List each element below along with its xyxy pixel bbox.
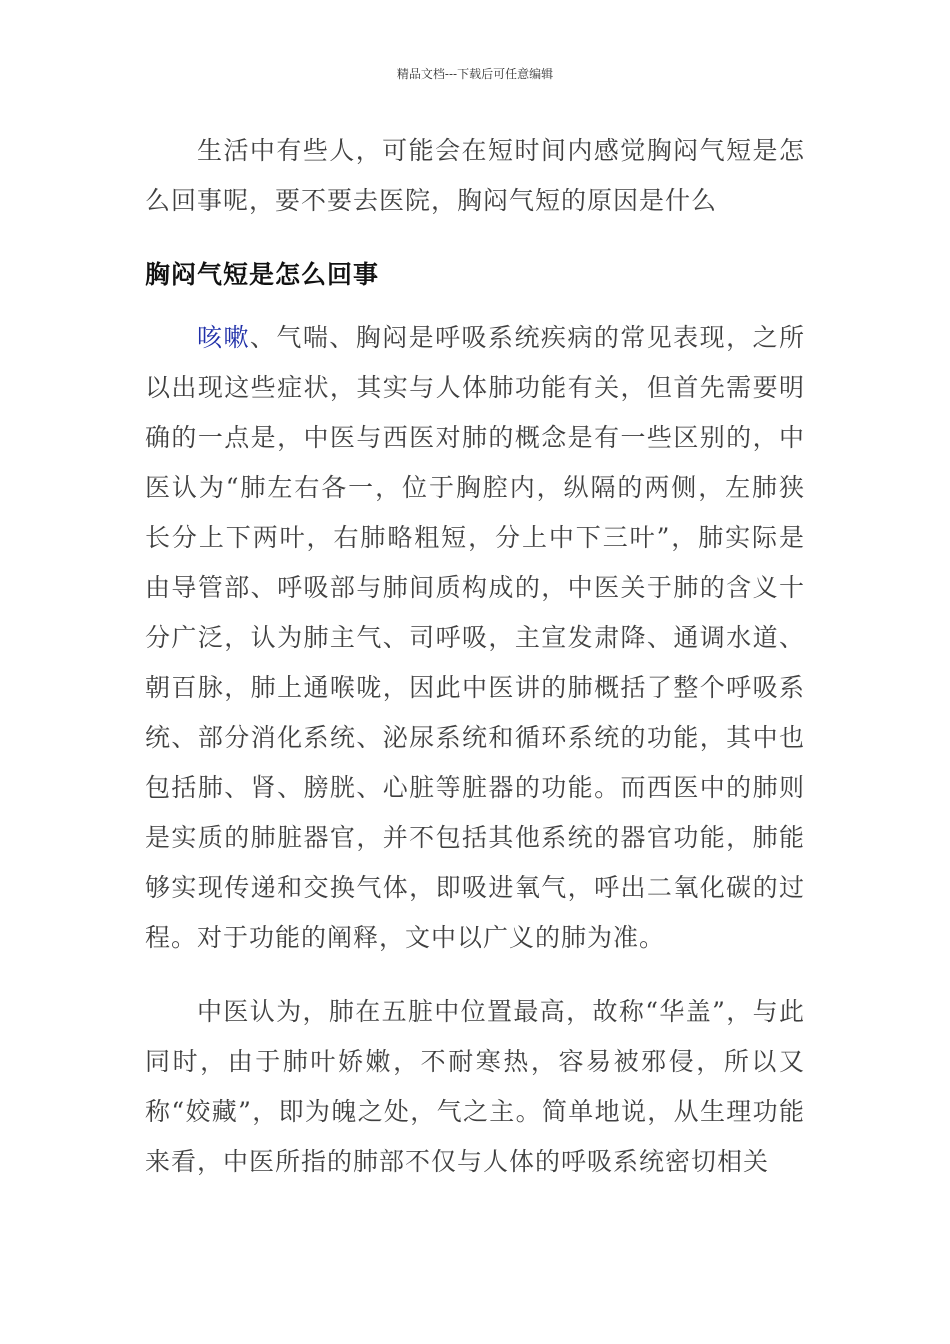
page-header-note: 精品文档---下载后可任意编辑 [396,67,554,81]
document-body [145,126,805,1187]
intro-paragraph: 生活中有些人，可能会在短时间内感觉胸闷气短是怎么回事呢，要不要去医院，胸闷气短的原因是什么 [145,136,805,215]
body-paragraph-1-text: 、气喘、胸闷是呼吸系统疾病的常见表现，之所以出现这些症状，其实与人体肺功能有关，但首先需要明确的一点是，中医与西医对肺的概念是有一些区别的，中医认为“肺左右各一，位于胸腔内，纵隔的两侧，左肺狭长分上下两叶，右肺略粗短，分上中下三叶”，肺实际是由导管部、呼吸部与肺间质构成的，中医关于肺的含义十分广泛，认为肺主气、司呼吸，主宣发肃降、通调水道、朝百脉，肺上通喉咙，因此中医讲的肺概括了整个呼吸系统、部分消化系统、泌尿系统和循环系统的功能，其中也包括肺、肾、膀胱、心脏等脏器的功能。而西医中的肺则是实质的肺脏器官，并不包括其他系统的器官功能，肺能够实现传递和交换气体，即吸进氧气，呼出二氧化碳的过程。对于功能的阐释，文中以广义的肺为准。 [145,323,805,952]
body-paragraph-2: 中医认为，肺在五脏中位置最高，故称“华盖”，与此同时，由于肺叶娇嫩，不耐寒热，容易被邪侵，所以又称“姣藏”，即为魄之处，气之主。简单地说，从生理功能来看，中医所指的肺部不仅与人体的呼吸系统密切相关 [145,997,805,1176]
cough-link[interactable]: 咳嗽 [197,323,250,352]
section-heading: 胸闷气短是怎么回事 [145,260,380,289]
body-paragraph-1 [145,313,805,963]
